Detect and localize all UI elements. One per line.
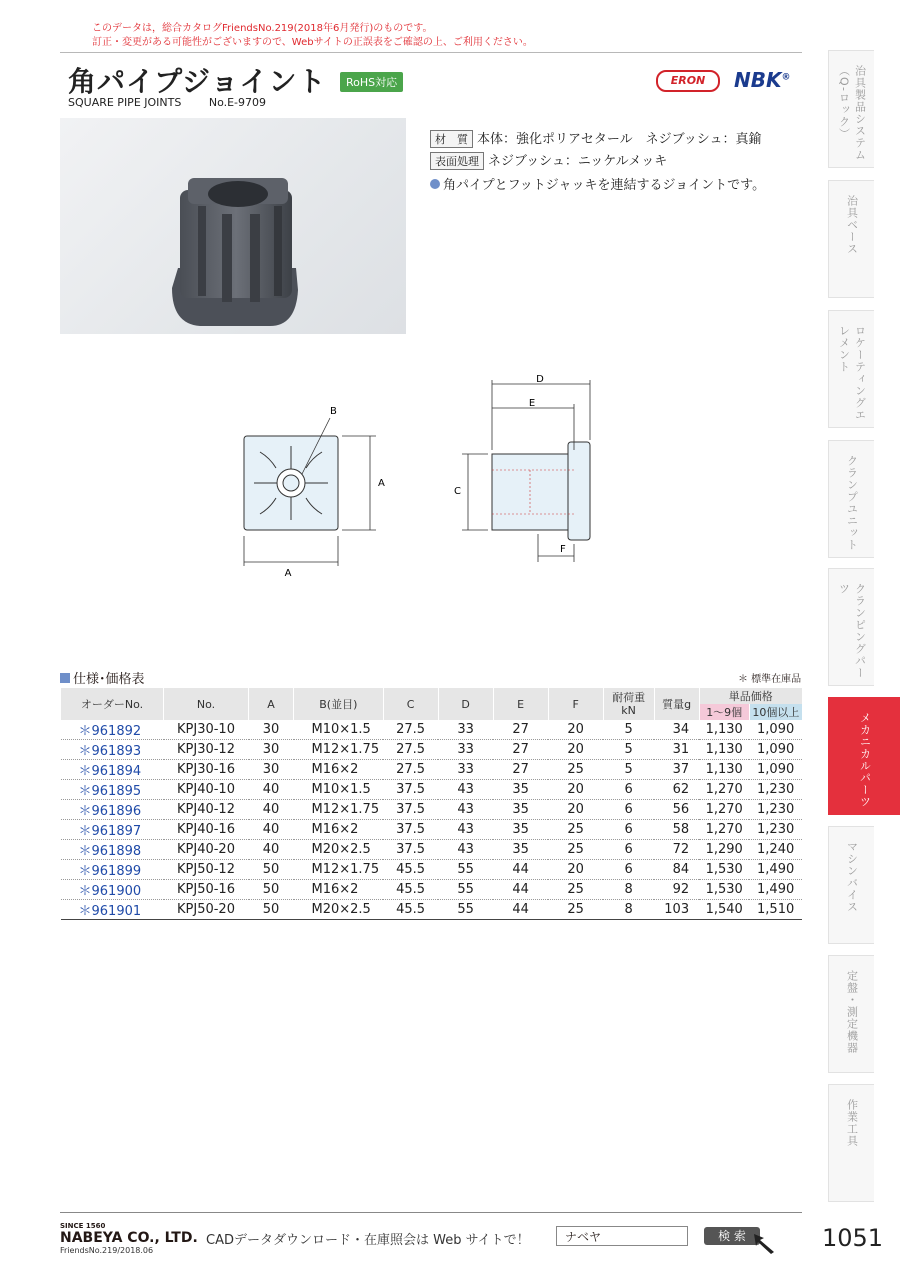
cell-p1: 1,130	[699, 720, 749, 740]
page-title: 角パイプジョイント	[68, 65, 327, 98]
cell-load: 5	[603, 720, 654, 740]
col-load-bottom: kN	[621, 704, 636, 717]
sidebar-tab-jig-system[interactable]	[828, 50, 874, 168]
product-description	[430, 174, 765, 193]
bullet-icon	[430, 179, 440, 189]
cell-p1: 1,270	[699, 780, 749, 800]
page-subtitle	[68, 96, 266, 109]
cell-load: 5	[603, 760, 654, 780]
cursor-arrow-icon	[752, 1232, 782, 1254]
cell-a: 40	[249, 820, 294, 840]
cell-e: 35	[493, 800, 548, 820]
cell-no: KPJ40-12	[164, 800, 249, 820]
sidebar-tab-clamping-parts[interactable]	[828, 568, 874, 686]
catalog-number: No.E-9709	[208, 96, 267, 109]
eron-logo: ERON	[656, 70, 720, 92]
section-square-icon	[60, 673, 70, 683]
title-divider	[60, 52, 802, 53]
table-row	[61, 800, 803, 820]
col-price-10-plus: 10個以上	[749, 704, 802, 720]
cell-c: 45.5	[383, 900, 438, 920]
dimension-drawing	[230, 370, 650, 580]
cell-order: ＊961897	[61, 820, 164, 840]
spec-price-table	[60, 688, 802, 920]
cell-no: KPJ50-12	[164, 860, 249, 880]
cell-e: 27	[493, 760, 548, 780]
cell-a: 40	[249, 800, 294, 820]
cell-e: 35	[493, 820, 548, 840]
col-price-1-9: 1〜9個	[699, 704, 749, 720]
sidebar-tab-work-tools[interactable]	[828, 1084, 874, 1202]
side-view-body	[492, 454, 574, 530]
footer-divider	[60, 1212, 802, 1213]
cell-e: 44	[493, 860, 548, 880]
table-row	[61, 900, 803, 920]
cell-e: 35	[493, 840, 548, 860]
cell-p2: 1,230	[749, 820, 802, 840]
cell-a: 40	[249, 840, 294, 860]
nbk-logo: NBK®	[734, 68, 791, 92]
table-row	[61, 760, 803, 780]
cell-b: M16×2	[294, 820, 384, 840]
table-row	[61, 740, 803, 760]
col-a: A	[249, 688, 294, 720]
cell-f: 25	[548, 760, 603, 780]
cell-e: 27	[493, 740, 548, 760]
cell-d: 55	[438, 860, 493, 880]
dim-label-c: C	[454, 486, 461, 497]
cell-c: 27.5	[383, 760, 438, 780]
cell-no: KPJ40-20	[164, 840, 249, 860]
table-row	[61, 880, 803, 900]
cell-p2: 1,230	[749, 800, 802, 820]
dim-label-b: B	[330, 406, 337, 417]
cell-p2: 1,240	[749, 840, 802, 860]
sidebar-tab-jig-base[interactable]	[828, 180, 874, 298]
cell-c: 45.5	[383, 880, 438, 900]
cell-c: 37.5	[383, 820, 438, 840]
surface-label: 表面処理	[430, 152, 484, 170]
cell-p1: 1,270	[699, 800, 749, 820]
col-e: E	[493, 688, 548, 720]
dim-label-f: F	[560, 544, 566, 555]
cell-p2: 1,090	[749, 720, 802, 740]
sidebar-tab-label: 定盤・測定機器	[845, 970, 859, 1054]
cell-load: 8	[603, 880, 654, 900]
cell-b: M20×2.5	[294, 900, 384, 920]
since-label: SINCE 1560	[60, 1222, 106, 1230]
cell-load: 5	[603, 740, 654, 760]
cell-f: 20	[548, 720, 603, 740]
cell-c: 37.5	[383, 840, 438, 860]
sidebar-tab-surface-plate[interactable]	[828, 955, 874, 1073]
cell-f: 25	[548, 900, 603, 920]
col-mass: 質量g	[654, 688, 699, 720]
cell-mass: 72	[654, 840, 699, 860]
cell-p2: 1,230	[749, 780, 802, 800]
cell-no: KPJ30-10	[164, 720, 249, 740]
cell-order: ＊961895	[61, 780, 164, 800]
cell-order: ＊961900	[61, 880, 164, 900]
cell-load: 6	[603, 840, 654, 860]
cell-a: 50	[249, 880, 294, 900]
table-body	[61, 720, 803, 920]
cell-d: 33	[438, 740, 493, 760]
side-view-flange	[568, 442, 590, 540]
product-photo-image	[60, 118, 406, 334]
cell-mass: 37	[654, 760, 699, 780]
company-logo: NABEYA CO., LTD.	[60, 1230, 198, 1246]
cell-p2: 1,090	[749, 740, 802, 760]
material-value: 本体：強化ポリアセタール ネジブッシュ：真鍮	[477, 132, 762, 147]
cell-c: 45.5	[383, 860, 438, 880]
cell-f: 20	[548, 860, 603, 880]
cell-load: 6	[603, 860, 654, 880]
col-no: No.	[164, 688, 249, 720]
cell-b: M12×1.75	[294, 800, 384, 820]
cell-order: ＊961893	[61, 740, 164, 760]
sidebar-tab-label: メカニカルパーツ	[858, 712, 872, 808]
cell-b: M16×2	[294, 880, 384, 900]
cell-order: ＊961892	[61, 720, 164, 740]
cell-no: KPJ50-16	[164, 880, 249, 900]
cell-order: ＊961901	[61, 900, 164, 920]
cell-load: 6	[603, 800, 654, 820]
cell-e: 35	[493, 780, 548, 800]
table-row	[61, 720, 803, 740]
surface-value: ネジブッシュ：ニッケルメッキ	[488, 154, 668, 169]
cell-d: 33	[438, 720, 493, 740]
cell-p2: 1,490	[749, 880, 802, 900]
cell-mass: 31	[654, 740, 699, 760]
cad-download-text: CADデータダウンロード・在庫照会は Web サイトで！	[206, 1233, 530, 1248]
cell-p2: 1,490	[749, 860, 802, 880]
cell-mass: 103	[654, 900, 699, 920]
cell-b: M12×1.75	[294, 860, 384, 880]
dim-label-a-bottom: A	[284, 568, 292, 579]
cell-mass: 58	[654, 820, 699, 840]
cell-d: 43	[438, 840, 493, 860]
cell-f: 20	[548, 740, 603, 760]
cell-load: 6	[603, 820, 654, 840]
search-button[interactable]: 検 索	[704, 1227, 760, 1245]
cell-p2: 1,090	[749, 760, 802, 780]
cell-p1: 1,540	[699, 900, 749, 920]
cell-p1: 1,130	[699, 760, 749, 780]
col-load	[603, 688, 654, 720]
cell-e: 27	[493, 720, 548, 740]
cell-order: ＊961898	[61, 840, 164, 860]
cell-c: 27.5	[383, 720, 438, 740]
rohs-badge: RoHS対応	[340, 72, 403, 92]
update-notice	[92, 22, 533, 50]
cell-no: KPJ30-16	[164, 760, 249, 780]
cell-d: 55	[438, 880, 493, 900]
table-row	[61, 820, 803, 840]
cell-b: M10×1.5	[294, 780, 384, 800]
nbk-logo-text: NBK	[734, 68, 782, 92]
table-row	[61, 860, 803, 880]
search-input[interactable]: ナベヤ	[556, 1226, 688, 1246]
cell-mass: 84	[654, 860, 699, 880]
cell-a: 30	[249, 740, 294, 760]
cell-p1: 1,290	[699, 840, 749, 860]
dim-label-a-side: A	[378, 478, 385, 489]
sidebar-tab-label: 治具ベース	[845, 195, 859, 255]
cell-order: ＊961899	[61, 860, 164, 880]
cell-p1: 1,270	[699, 820, 749, 840]
cell-d: 33	[438, 760, 493, 780]
cell-c: 37.5	[383, 800, 438, 820]
cell-a: 50	[249, 860, 294, 880]
col-f: F	[548, 688, 603, 720]
col-load-top: 耐荷重	[612, 691, 646, 704]
sidebar-tab-machine-vise[interactable]	[828, 826, 874, 944]
sidebar-tab-label: マシンバイス	[845, 841, 859, 913]
cell-c: 27.5	[383, 740, 438, 760]
notice-line-2: 訂正・変更がある可能性がございますので、Webサイトの正誤表をご確認の上、ご利用ください。	[92, 37, 533, 48]
cell-mass: 62	[654, 780, 699, 800]
col-b: B(並目)	[294, 688, 384, 720]
table-row	[61, 840, 803, 860]
cell-f: 20	[548, 780, 603, 800]
material-spec	[430, 128, 761, 148]
cell-d: 55	[438, 900, 493, 920]
page-number: 1051	[822, 1224, 884, 1252]
sidebar-tab-label: ロケーティングエレメント	[837, 325, 867, 421]
material-label: 材 質	[430, 130, 473, 148]
cell-no: KPJ40-16	[164, 820, 249, 840]
cell-order: ＊961896	[61, 800, 164, 820]
product-photo	[60, 118, 406, 334]
cell-f: 25	[548, 840, 603, 860]
cell-p2: 1,510	[749, 900, 802, 920]
technical-drawing	[230, 370, 650, 584]
cell-b: M10×1.5	[294, 720, 384, 740]
sidebar-tab-mechanical-parts[interactable]	[828, 697, 900, 815]
sidebar-tab-clamp-unit[interactable]	[828, 440, 874, 558]
dim-label-e: E	[528, 398, 536, 409]
cell-e: 44	[493, 880, 548, 900]
notice-line-1: このデータは，総合カタログFriendsNo.219(2018年6月発行)のものです。	[92, 23, 433, 34]
stock-note: ＊ 標準在庫品	[738, 674, 802, 685]
cell-f: 20	[548, 800, 603, 820]
cell-p1: 1,130	[699, 740, 749, 760]
cell-load: 6	[603, 780, 654, 800]
spec-price-section-title	[60, 668, 145, 687]
cell-f: 25	[548, 820, 603, 840]
cell-mass: 92	[654, 880, 699, 900]
col-c: C	[383, 688, 438, 720]
sidebar-tab-label: クランピングパーツ	[837, 583, 867, 679]
sidebar-tab-locating-element[interactable]	[828, 310, 874, 428]
cell-load: 8	[603, 900, 654, 920]
cell-a: 40	[249, 780, 294, 800]
sidebar-tab-label: 作業工具	[845, 1099, 859, 1147]
sidebar-tab-label: 治具製品システム（Q-ロック）	[837, 65, 867, 161]
surface-spec	[430, 150, 667, 170]
cell-a: 50	[249, 900, 294, 920]
col-d: D	[438, 688, 493, 720]
cell-b: M12×1.75	[294, 740, 384, 760]
cell-no: KPJ30-12	[164, 740, 249, 760]
cell-p1: 1,530	[699, 860, 749, 880]
cell-e: 44	[493, 900, 548, 920]
cell-a: 30	[249, 760, 294, 780]
front-view-bore	[283, 475, 299, 491]
cell-c: 37.5	[383, 780, 438, 800]
col-unit-price: 単品価格	[699, 688, 802, 704]
cell-no: KPJ40-10	[164, 780, 249, 800]
cell-mass: 56	[654, 800, 699, 820]
section-title-text: 仕様･価格表	[73, 672, 145, 687]
cell-f: 25	[548, 880, 603, 900]
cell-d: 43	[438, 800, 493, 820]
cell-b: M16×2	[294, 760, 384, 780]
cell-a: 30	[249, 720, 294, 740]
cell-p1: 1,530	[699, 880, 749, 900]
table-row	[61, 780, 803, 800]
cell-order: ＊961894	[61, 760, 164, 780]
cell-mass: 34	[654, 720, 699, 740]
col-order-no: オーダーNo.	[61, 688, 164, 720]
cell-no: KPJ50-20	[164, 900, 249, 920]
cell-b: M20×2.5	[294, 840, 384, 860]
sidebar-tab-label: クランプユニット	[845, 455, 859, 551]
dim-label-d: D	[536, 374, 544, 385]
cell-d: 43	[438, 780, 493, 800]
description-text: 角パイプとフットジャッキを連結するジョイントです。	[443, 178, 766, 193]
subtitle-english: SQUARE PIPE JOINTS	[68, 96, 182, 109]
cell-d: 43	[438, 820, 493, 840]
catalog-edition: FriendsNo.219/2018.06	[60, 1246, 154, 1255]
